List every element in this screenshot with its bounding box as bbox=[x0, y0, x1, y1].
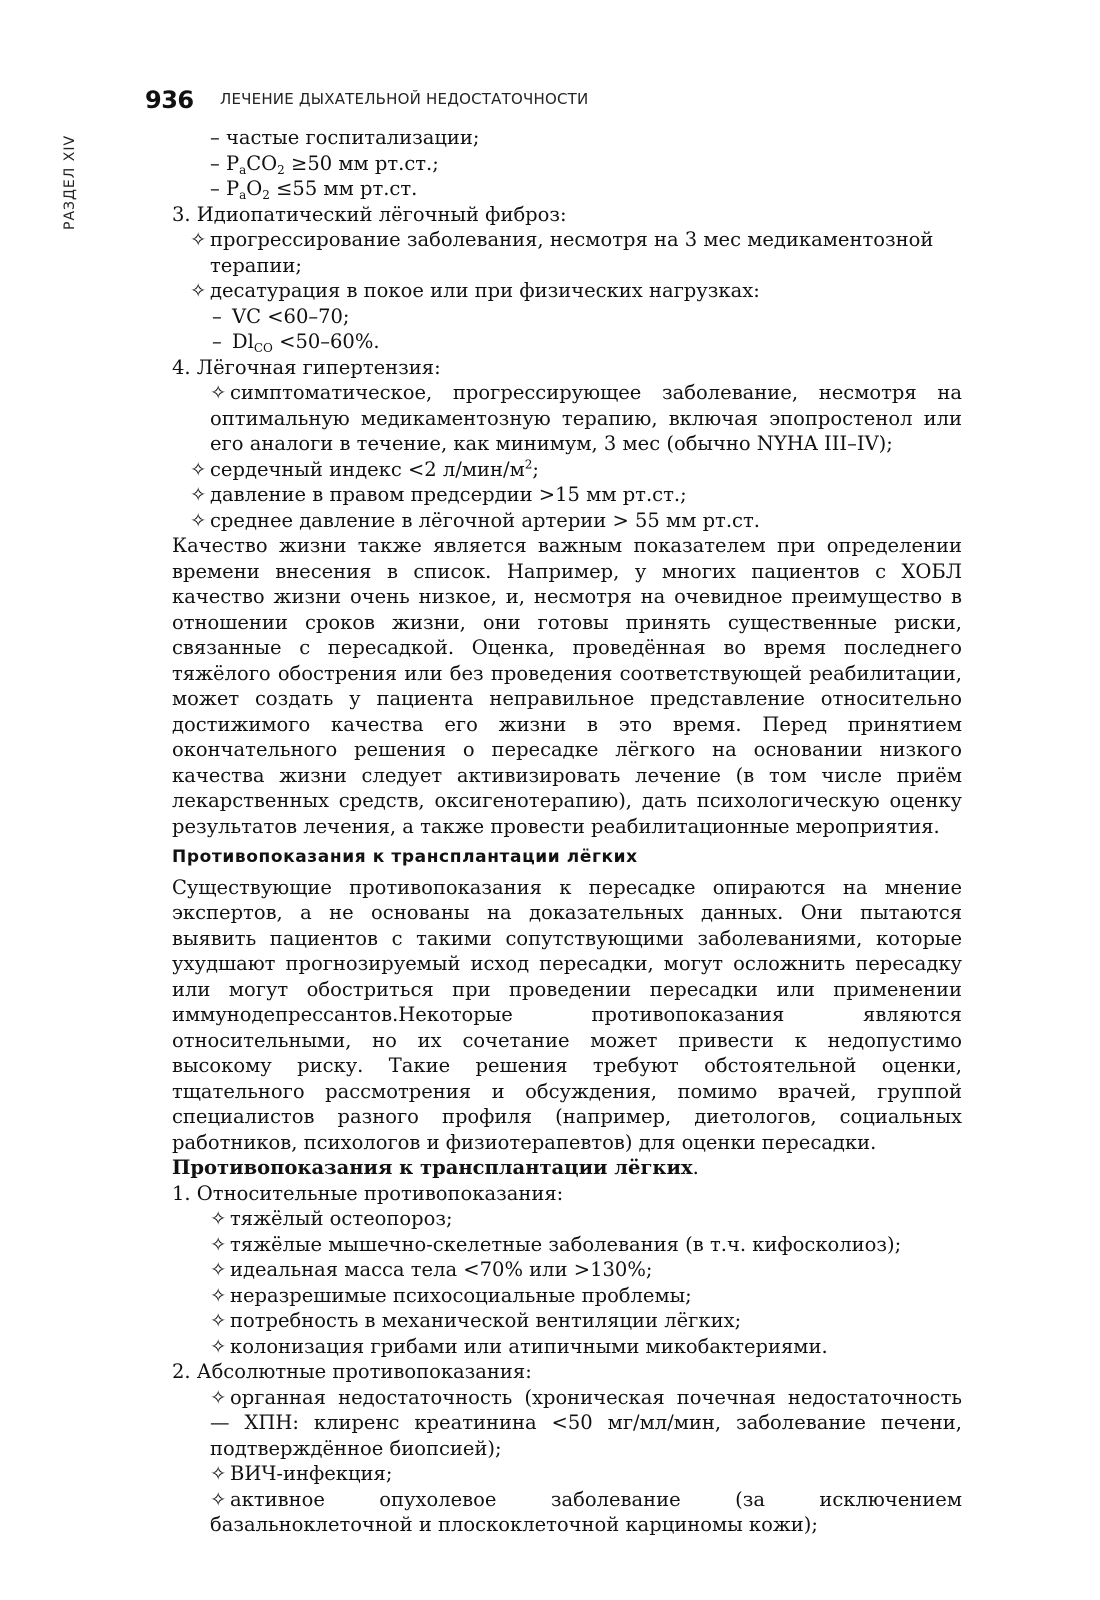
relative-title: 1. Относительные противопоказания: bbox=[172, 1181, 564, 1205]
item-text: симптоматическое, прогрессирующее заболевание, несмотря на оптимальную медикаментозную терапию, включая эпопростенол или его аналоги в течение, как минимум, 3 мес (обычно NYHA III–IV); bbox=[210, 381, 962, 455]
item-text: ВИЧ-инфекция; bbox=[230, 1462, 393, 1485]
formula-rest: ≤55 мм рт.ст. bbox=[269, 177, 418, 200]
formula-o: O bbox=[246, 177, 263, 200]
formula-p: P bbox=[225, 151, 240, 175]
item-text: потребность в механической вентиляции лёгких; bbox=[230, 1309, 742, 1332]
bullet-item bbox=[172, 380, 962, 457]
bullet-item bbox=[172, 482, 962, 508]
bullet-diamond-icon: ✧ bbox=[210, 1207, 227, 1230]
section-heading: Противопоказания к трансплантации лёгких bbox=[172, 847, 638, 867]
item-text: органная недостаточность (хроническая почечная недостаточность — ХПН: клиренс креатинина <50 мг/мл/мин, заболевание печени, подтверждённое биопсией); bbox=[210, 1385, 962, 1460]
relative-list bbox=[172, 1206, 962, 1359]
dash-marker: – bbox=[210, 177, 220, 200]
bullet-item bbox=[172, 1232, 962, 1258]
formula-sub-a: a bbox=[239, 188, 247, 202]
item-text: тяжёлые мышечно-скелетные заболевания (в т.ч. кифосколиоз); bbox=[230, 1232, 902, 1256]
bullet-item bbox=[172, 278, 962, 304]
item-text: среднее давление в лёгочной артерии > 55 мм рт.ст. bbox=[210, 508, 760, 532]
running-head: ЛЕЧЕНИЕ ДЫХАТЕЛЬНОЙ НЕДОСТАТОЧНОСТИ bbox=[220, 90, 589, 108]
list-item bbox=[172, 125, 962, 151]
bullet-diamond-icon: ✧ bbox=[190, 483, 207, 506]
list-item bbox=[172, 151, 962, 177]
absolute-list bbox=[172, 1385, 962, 1538]
formula-sub-a: a bbox=[239, 162, 247, 177]
pao2-formula bbox=[226, 177, 417, 200]
item4-title: 4. Лёгочная гипертензия: bbox=[172, 355, 441, 379]
formula-p: P bbox=[225, 177, 240, 200]
bullet-item bbox=[172, 1206, 962, 1232]
formula-sub-2: 2 bbox=[262, 188, 270, 202]
absolute-title: 2. Абсолютные противопоказания: bbox=[172, 1360, 532, 1383]
item-text: идеальная масса тела <70% или >130%; bbox=[230, 1258, 653, 1281]
formula-co: CO bbox=[246, 151, 278, 175]
dash-marker: – bbox=[210, 151, 220, 175]
formula-sub-2: 2 bbox=[277, 162, 285, 177]
contraindications-paragraph: Существующие противопоказания к пересадке опираются на мнение экспертов, а не основаны на доказательных данных. Они пытаются выявить пациентов с такими сопутствующими заболеваниями, которые ухудшают прогнозируемый исход пересадки, могут осложнить пересадку или могут обостриться при проведении пересадки или применении иммунодепрессантов.Некоторые противопоказания являются относительными, но их сочетание может привести к недопустимо высокому риску. Такие решения требуют обстоятельной оценки, тщательного рассмотрения и обсуждения, помимо врачей, группой специалистов разного профиля (например, диетологов, социальных работников, психологов и физиотерапевтов) для оценки пересадки. bbox=[172, 875, 962, 1154]
bullet-diamond-icon: ✧ bbox=[210, 1309, 227, 1332]
formula-rest: ≥50 мм рт.ст.; bbox=[284, 151, 439, 175]
bullet-diamond-icon: ✧ bbox=[210, 1462, 227, 1485]
dash-marker: – bbox=[212, 304, 222, 328]
bullet-diamond-icon: ✧ bbox=[190, 279, 207, 302]
bullet-item bbox=[172, 508, 962, 534]
bullet-diamond-icon: ✧ bbox=[210, 1258, 227, 1281]
dash-marker: – bbox=[212, 330, 222, 353]
paco2-formula bbox=[226, 152, 439, 175]
page-body bbox=[172, 125, 962, 1538]
superscript: 2 bbox=[524, 457, 533, 471]
bullet-item bbox=[172, 1487, 962, 1538]
item-text: тяжёлый остеопороз; bbox=[230, 1207, 453, 1230]
item-text: сердечный индекс <2 л/мин/м bbox=[210, 457, 525, 481]
formula-rest: <50–60%. bbox=[272, 330, 380, 353]
dash-marker: – bbox=[210, 126, 220, 149]
bullet-diamond-icon: ✧ bbox=[190, 457, 207, 481]
page-number: 936 bbox=[145, 86, 194, 114]
quality-of-life-paragraph: Качество жизни также является важным показателем при определении времени внесения в список. Например, у многих пациентов с ХОБЛ качество жизни очень низкое, и, несмотря на очевидное преимущество в отношении сроков жизни, они готовы принять существенные риски, связанные с пересадкой. Оценка, проведённая во время последнего тяжёлого обострения или без проведения соответствующей реабилитации, может создать у пациента неправильное представление относительно достижимого качества его жизни в это время. Перед принятием окончательного решения о пересадке лёгкого на основании низкого качества жизни следует активизировать лечение (в том числе приём лекарственных средств, оксигенотерапию), дать психологическую оценку результатов лечения, а также провести реабилитационные мероприятия. bbox=[172, 534, 962, 838]
item-text: десатурация в покое или при физических нагрузках: bbox=[210, 279, 760, 302]
bullet-item bbox=[172, 1257, 962, 1283]
formula-dl: Dl bbox=[232, 330, 254, 353]
bold-subheading-line bbox=[172, 1155, 962, 1181]
bullet-diamond-icon: ✧ bbox=[210, 1487, 227, 1511]
item-text-end: ; bbox=[532, 457, 539, 481]
item-text: давление в правом предсердии >15 мм рт.ст.; bbox=[210, 483, 687, 506]
bullet-item bbox=[172, 1385, 962, 1462]
bullet-item bbox=[172, 1461, 962, 1487]
item-text: VC <60–70; bbox=[232, 304, 350, 328]
bullet-diamond-icon: ✧ bbox=[210, 1232, 227, 1256]
section-side-label: РАЗДЕЛ XIV bbox=[62, 134, 78, 230]
bullet-diamond-icon: ✧ bbox=[190, 508, 207, 532]
bullet-item bbox=[172, 457, 962, 483]
item-text: колонизация грибами или атипичными микобактериями. bbox=[230, 1334, 828, 1358]
list-item bbox=[172, 329, 962, 355]
bullet-item bbox=[172, 227, 962, 278]
formula-sub-co: CO bbox=[253, 341, 273, 355]
bullet-diamond-icon: ✧ bbox=[210, 1334, 227, 1358]
bullet-item bbox=[172, 1308, 962, 1334]
item-text: неразрешимые психосоциальные проблемы; bbox=[230, 1283, 692, 1307]
bullet-item bbox=[172, 1334, 962, 1360]
item3-title: 3. Идиопатический лёгочный фиброз: bbox=[172, 202, 567, 226]
subheading-period: . bbox=[692, 1156, 699, 1179]
bullet-diamond-icon: ✧ bbox=[210, 1283, 227, 1307]
item-text: активное опухолевое заболевание (за исключением базальноклеточной и плоскоклеточной карциномы кожи); bbox=[210, 1487, 962, 1536]
list-item bbox=[172, 304, 962, 330]
bullet-diamond-icon: ✧ bbox=[190, 228, 207, 251]
item-text: прогрессирование заболевания, несмотря на 3 мес медикаментозной терапии; bbox=[210, 228, 934, 277]
list-item bbox=[172, 176, 962, 202]
item-text: частые госпитализации; bbox=[225, 126, 480, 149]
bullet-item bbox=[172, 1283, 962, 1309]
bullet-diamond-icon: ✧ bbox=[210, 1385, 227, 1409]
bold-subheading: Противопоказания к трансплантации лёгких bbox=[172, 1156, 693, 1179]
bullet-diamond-icon: ✧ bbox=[210, 381, 227, 404]
